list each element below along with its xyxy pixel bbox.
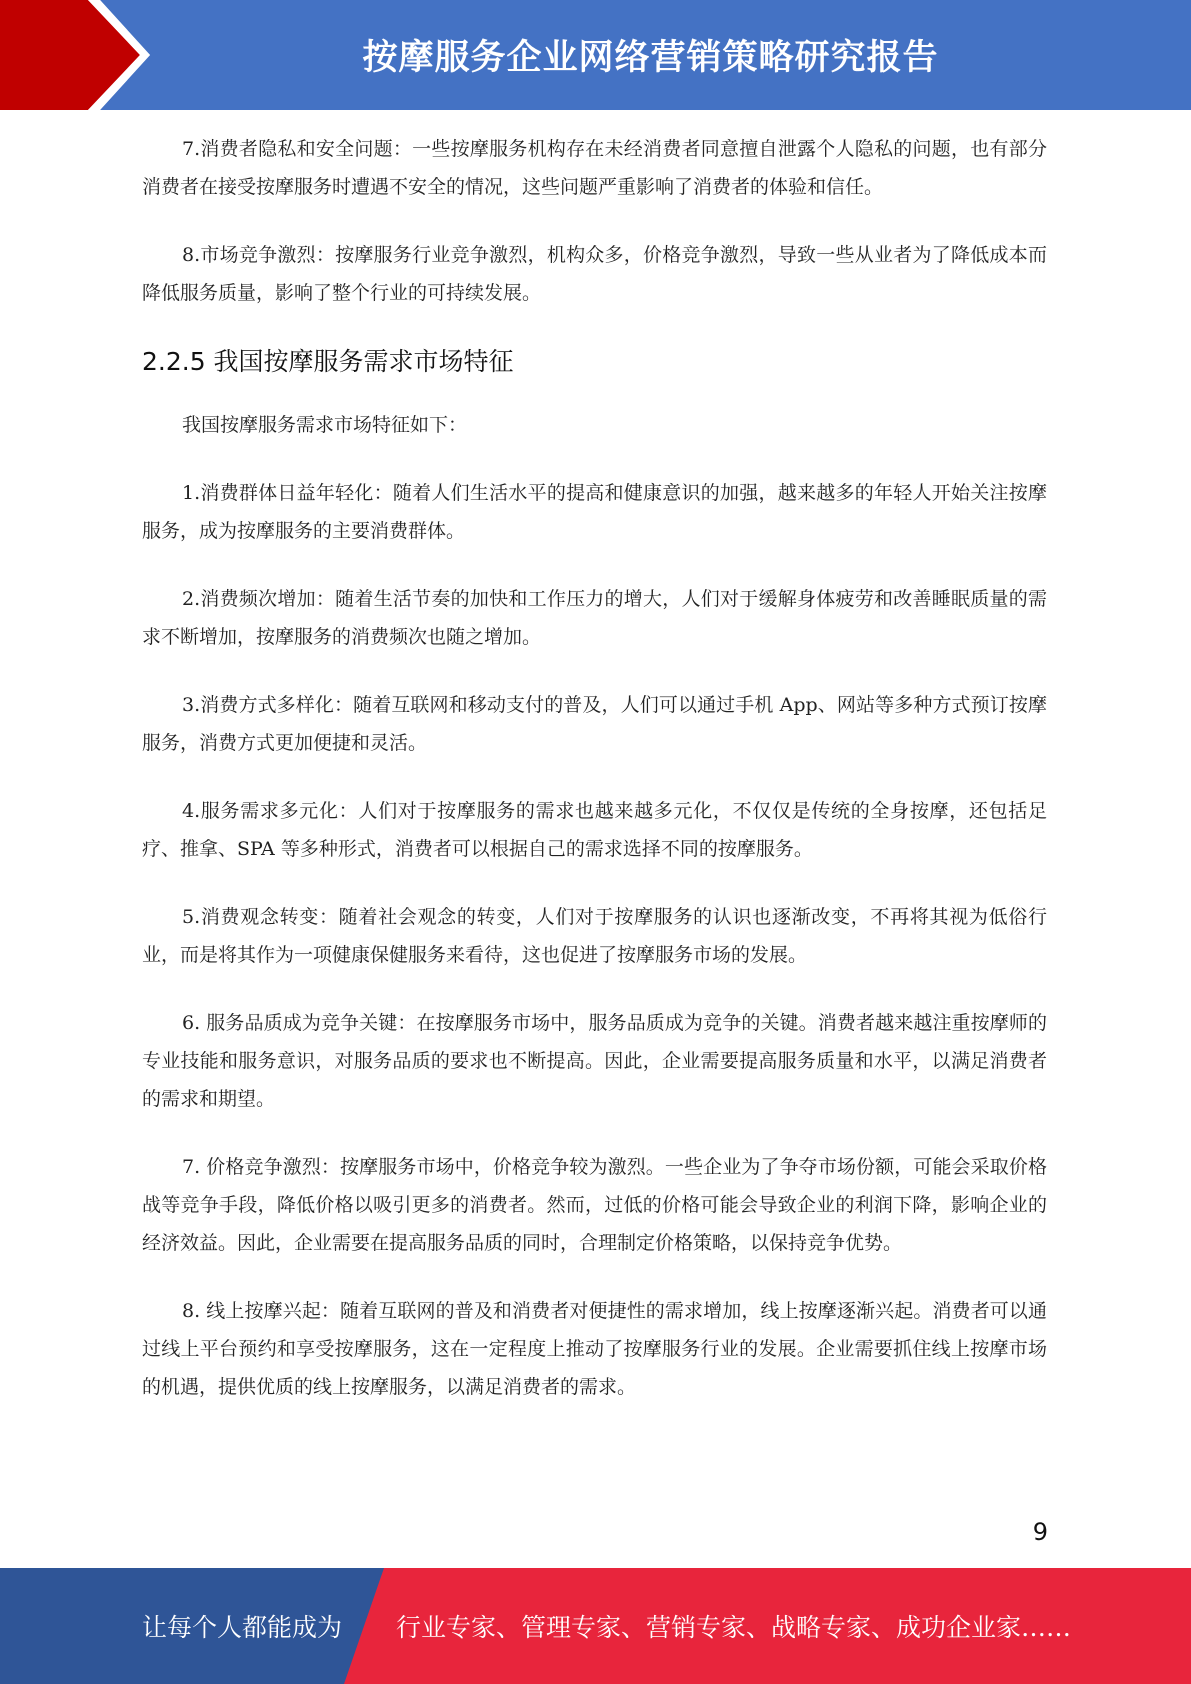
page-header <box>0 0 1191 110</box>
paragraph: 8. 线上按摩兴起：随着互联网的普及和消费者对便捷性的需求增加，线上按摩逐渐兴起。消费者可以通过线上平台预约和享受按摩服务，这在一定程度上推动了按摩服务行业的发展。企业需要抓住线上按摩市场的机遇，提供优质的线上按摩服务，以满足消费者的需求。 <box>142 1300 1047 1398</box>
paragraph: 7. 价格竞争激烈：按摩服务市场中，价格竞争较为激烈。一些企业为了争夺市场份额，可能会采取价格战等竞争手段，降低价格以吸引更多的消费者。然而，过低的价格可能会导致企业的利润下降，影响企业的经济效益。因此，企业需要在提高服务品质的同时，合理制定价格策略，以保持竞争优势。 <box>142 1156 1047 1254</box>
paragraph: 6. 服务品质成为竞争关键：在按摩服务市场中，服务品质成为竞争的关键。消费者越来越注重按摩师的专业技能和服务意识，对服务品质的要求也不断提高。因此，企业需要提高服务质量和水平，以满足消费者的需求和期望。 <box>142 1012 1047 1110</box>
paragraph: 7.消费者隐私和安全问题：一些按摩服务机构存在未经消费者同意擅自泄露个人隐私的问题，也有部分消费者在接受按摩服务时遭遇不安全的情况，这些问题严重影响了消费者的体验和信任。 <box>142 138 1047 198</box>
page-content <box>142 130 1047 1436</box>
paragraph: 5.消费观念转变：随着社会观念的转变，人们对于按摩服务的认识也逐渐改变，不再将其视为低俗行业，而是将其作为一项健康保健服务来看待，这也促进了按摩服务市场的发展。 <box>142 906 1047 966</box>
paragraph: 8.市场竞争激烈：按摩服务行业竞争激烈，机构众多，价格竞争激烈，导致一些从业者为了降低成本而降低服务质量，影响了整个行业的可持续发展。 <box>142 244 1047 304</box>
section-heading: 2.2.5 我国按摩服务需求市场特征 <box>142 347 514 376</box>
paragraph: 我国按摩服务需求市场特征如下： <box>182 414 468 436</box>
paragraph: 3.消费方式多样化：随着互联网和移动支付的普及，人们可以通过手机 App、网站等多种方式预订按摩服务，消费方式更加便捷和灵活。 <box>142 694 1047 754</box>
page-number: 9 <box>1032 1518 1048 1546</box>
paragraph: 4.服务需求多元化：人们对于按摩服务的需求也越来越多元化，不仅仅是传统的全身按摩，还包括足疗、推拿、SPA 等多种形式，消费者可以根据自己的需求选择不同的按摩服务。 <box>142 800 1047 860</box>
header-arrow-decoration <box>0 0 160 110</box>
footer-slogan-right: 行业专家、管理专家、营销专家、战略专家、成功企业家…… <box>396 1613 1072 1642</box>
paragraph: 1.消费群体日益年轻化：随着人们生活水平的提高和健康意识的加强，越来越多的年轻人开始关注按摩服务，成为按摩服务的主要消费群体。 <box>142 482 1047 542</box>
paragraph: 2.消费频次增加：随着生活节奏的加快和工作压力的增大，人们对于缓解身体疲劳和改善睡眠质量的需求不断增加，按摩服务的消费频次也随之增加。 <box>142 588 1047 648</box>
report-title: 按摩服务企业网络营销策略研究报告 <box>362 38 939 78</box>
page-footer <box>0 1568 1191 1684</box>
footer-slogan-left: 让每个人都能成为 <box>142 1613 343 1642</box>
